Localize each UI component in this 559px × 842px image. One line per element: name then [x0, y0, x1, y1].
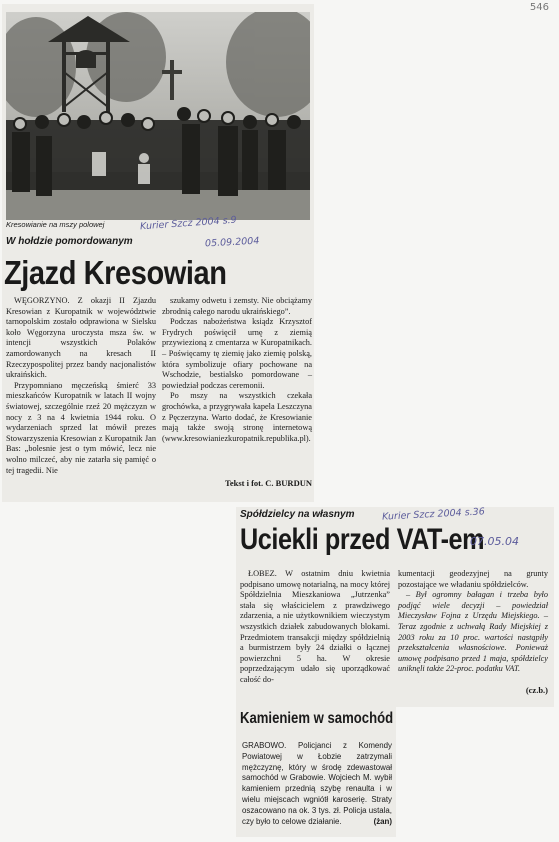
- article-column-1: [6, 296, 156, 476]
- photo-caption: Kresowianie na mszy polowej: [6, 220, 105, 229]
- crowd-photo-image: [6, 12, 310, 220]
- paragraph: Podczas nabożeństwa ksiądz Krzysztof Frydrych poświęcił urnę z ziemią przywiezioną z cmentarza w Kuropatnikach. – Poświęcamy tę ziemię jako ziemię polską, która symbolizuje ofiary pochowane na Wschodzie, bestialsko pomordowane – powiedział podczas ceremonii.: [162, 317, 312, 390]
- headline: Zjazd Kresowian: [4, 254, 227, 291]
- headline: Uciekli przed VAT-em: [240, 523, 485, 556]
- article-column-2: [162, 296, 312, 444]
- handwritten-date-note: 07.05.04: [470, 535, 519, 548]
- page-number: 546: [529, 2, 549, 13]
- paragraph: Po mszy na wszystkich czekała grochówka, a przygrywała kapela Leszczyna z Pęczerzyna. Warto dodać, że Kresowianie mają także swoją stronę internetową (www.kresowianiezkuropatnik.republika.pl).: [162, 391, 312, 443]
- handwritten-source-note: Kurier Szcz 2004 s.9: [139, 214, 238, 233]
- handwritten-date-note: 05.09.2004: [204, 235, 260, 250]
- byline: Tekst i fot. C. BURDUN: [224, 478, 312, 488]
- headline: Kamieniem w samochód: [240, 710, 394, 727]
- clipping-zjazd-kresowian: [2, 4, 314, 502]
- paragraph: ŁOBEZ. W ostatnim dniu kwietnia podpisano umowę notarialną, na mocy której Spółdzielnia Mieszkaniowa „Jutrzenka” stała się właścicielem z prawdziwego zdarzenia, a nie użytkownikiem wieczystym wszystkich działek zabudowanych blokami. Przedmiotem transakcji między spółdzielnią a burmistrzem były 24 działki o łącznej powierzchni 5 ha. W okresie poprzedzającym udało się uporządkować całość do-: [240, 569, 390, 684]
- clipping-kamieniem-w-samochod: [236, 707, 396, 837]
- article-column-1: [240, 569, 390, 686]
- paragraph: WĘGORZYNO. Z okazji II Zjazdu Kresowian z Kuropatnik w województwie tarnopolskim zostało odprawiona w Sielsku koło Węgorzyna uroczysta msza św. w intencji wszystkich Polaków zamordowanych na kresach II Rzeczypospolitej przez bandy nacjonalistów ukraińskich.: [6, 296, 156, 380]
- paragraph: Przypomniano męczeńską śmierć 33 mieszkańców Kuropatnik w latach II wojny światowej, szczególnie rzeź 20 mężczyzn w nocy z 3 na 4 kwietnia 1944 roku. O wydarzeniach sprzed lat mówił prezes Stowarzyszenia Kresowian z Kuropatnik Jan Bas: „bolesnie jest o tym mówić, lecz nie wolno milczeć, aby nie zatarła się pamięć o tej tragedii. Nie: [6, 380, 156, 475]
- kicker: Spółdzielcy na własnym: [240, 509, 355, 520]
- paragraph: szukamy odwetu i zemsty. Nie obciążamy zbrodnią całego narodu ukraińskiego”.: [162, 296, 312, 316]
- article-column-2: [398, 569, 548, 675]
- paragraph: – Był ogromny bałagan i trzeba było podjąć wiele decyzji – powiedział Mieczysław Fojna z Urzędu Miejskiego. – Teraz zgodnie z uchwałą Rady Miejskiej z 2003 roku za 10 proc. wartości nastąpiły przekształcenia własnościowe. Ponieważ umowę podpisano przed 1 maja, spółdzielcy uniknęli także 22-proc. podatku VAT.: [398, 590, 548, 674]
- photo-field-mass: [6, 12, 310, 220]
- kicker: W hołdzie pomordowanym: [6, 236, 133, 247]
- byline: (cz.b.): [525, 685, 548, 695]
- byline: (żan): [373, 816, 392, 826]
- article-body: [242, 741, 392, 827]
- handwritten-source-note: Kurier Szcz 2004 s.36: [381, 506, 486, 523]
- paragraph: kumentacji geodezyjnej na grunty pozostające we władaniu spółdzielców.: [398, 569, 548, 589]
- paragraph: GRABOWO. Policjanci z Komendy Powiatowej w Łobzie zatrzymali mężczyznę, który w środę zdewastował samochód w Grabowie. Wojciech M. wybił kamieniem przednią szybę renaulta i w wielu miejscach wgniótł karoserię. Straty oszacowano na ok. 3 tys. zł. Policja ustala, czy było to celowe działanie.: [242, 741, 392, 826]
